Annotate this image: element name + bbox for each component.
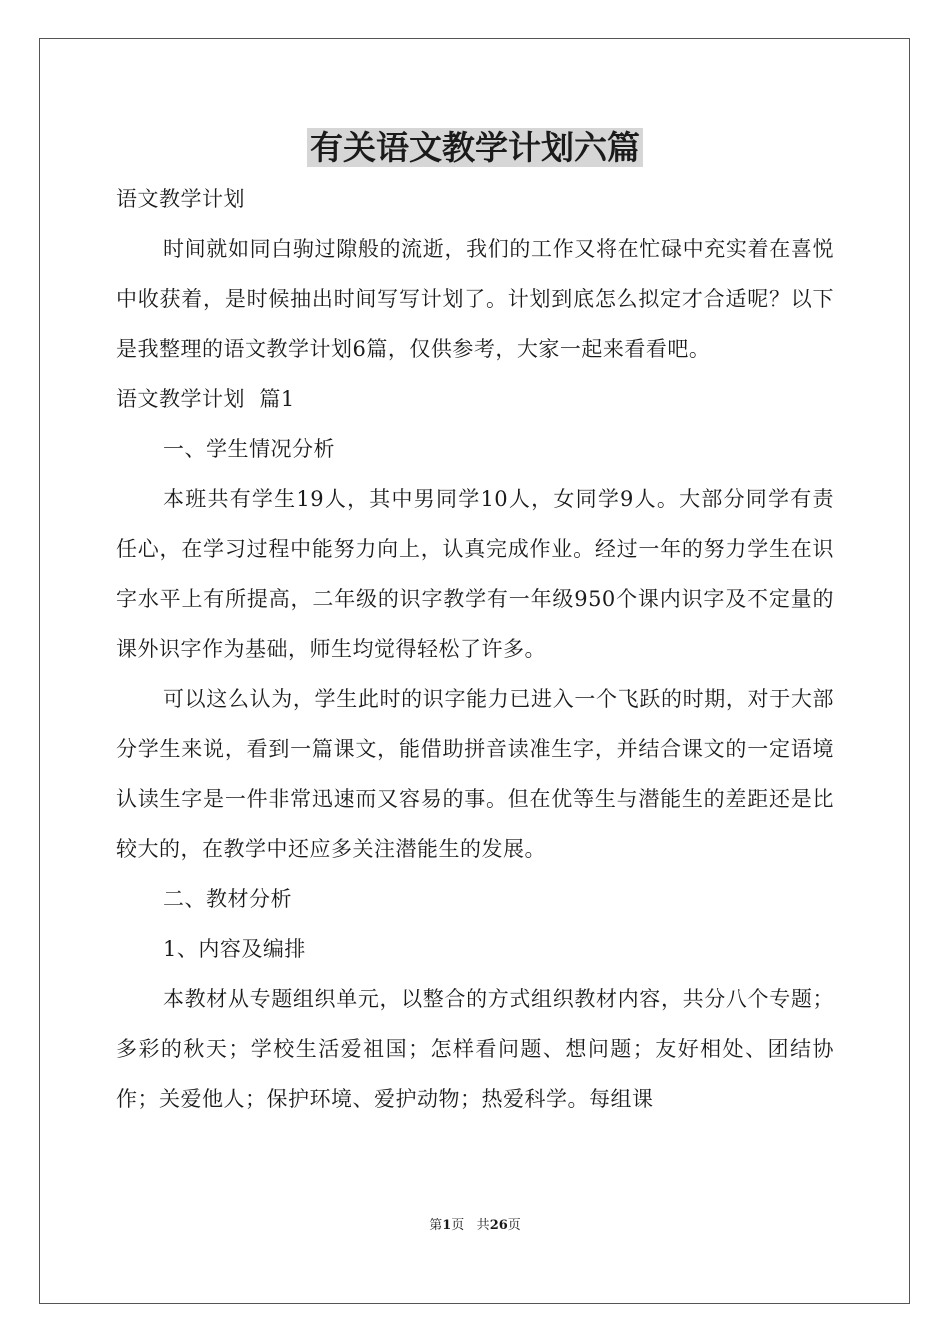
section-heading: 语文教学计划 篇1 <box>116 387 295 411</box>
paragraph: 语文教学计划 <box>116 187 245 211</box>
page-number: 1 <box>442 1218 452 1233</box>
subsection-heading: 1、内容及编排 <box>163 937 306 961</box>
paragraph: 时间就如同白驹过隙般的流逝，我们的工作又将在忙碌中充实着在喜悦中收获着，是时候抽出时间写写计划了。计划到底怎么拟定才合适呢？以下是我整理的语文教学计划6篇，仅供参考，大家一起来看看吧。 <box>116 237 834 361</box>
page-prefix: 第 <box>429 1218 443 1233</box>
paragraph: 本教材从专题组织单元，以整合的方式组织教材内容，共分八个专题；多彩的秋天；学校生活爱祖国；怎样看问题、想问题；友好相处、团结协作；关爱他人；保护环境、爱护动物；热爱科学。每组课 <box>116 987 834 1111</box>
section-heading: 一、学生情况分析 <box>163 437 335 461</box>
page-suffix: 页 <box>451 1218 465 1233</box>
paragraph: 可以这么认为，学生此时的识字能力已进入一个飞跃的时期，对于大部分学生来说，看到一篇课文，能借助拼音读准生字，并结合课文的一定语境认读生字是一件非常迅速而又容易的事。但在优等生与潜能生的差距还是比较大的，在教学中还应多关注潜能生的发展。 <box>116 687 834 861</box>
total-pages: 26 <box>489 1218 508 1233</box>
document-title-text: 有关语文教学计划六篇 <box>307 128 643 167</box>
page-footer <box>0 1216 950 1236</box>
document-title <box>0 126 950 170</box>
paragraph: 本班共有学生19人，其中男同学10人，女同学9人。大部分同学有责任心，在学习过程中能努力向上，认真完成作业。经过一年的努力学生在识字水平上有所提高，二年级的识字教学有一年级950个课内识字及不定量的课外识字作为基础，师生均觉得轻松了许多。 <box>116 487 834 661</box>
section-heading: 二、教材分析 <box>163 887 292 911</box>
document-body <box>116 174 834 1124</box>
total-suffix: 页 <box>507 1218 521 1233</box>
total-prefix: 共 <box>476 1218 490 1233</box>
